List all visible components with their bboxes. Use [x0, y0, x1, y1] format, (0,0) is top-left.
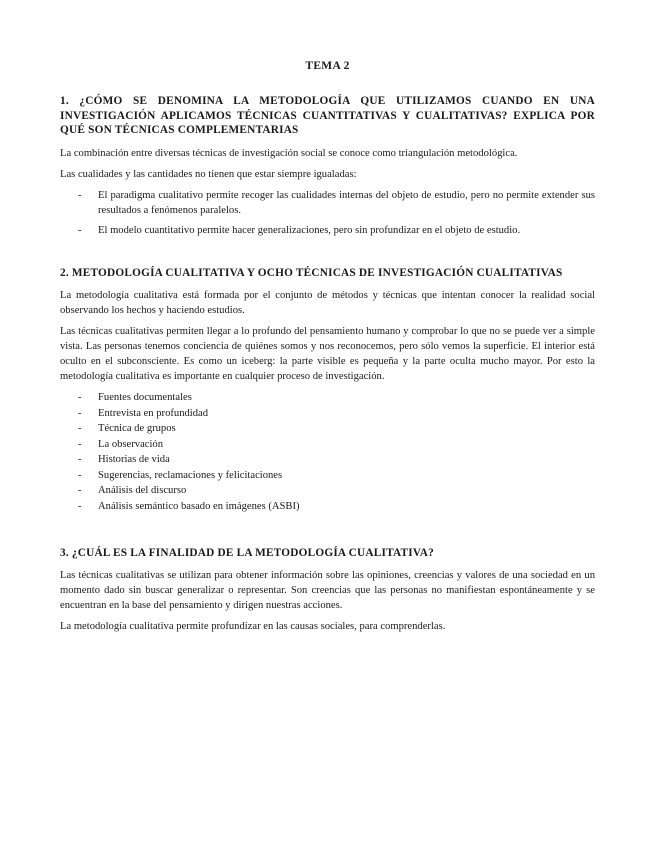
list-item [60, 390, 595, 405]
document-title: TEMA 2 [305, 60, 350, 72]
section-1-list [60, 188, 595, 238]
section-2-heading: 2. METODOLOGÍA CUALITATIVA Y OCHO TÉCNICAS DE INVESTIGACIÓN CUALITATIVAS [60, 266, 563, 279]
section-3-paragraph-1: Las técnicas cualitativas se utilizan para obtener información sobre las opiniones, creencias y valores de una sociedad en un momento dado sin buscar generalizar o representar. Son creencias que las personas no manifiestan espontáneamente y se encuentran en la base del pensamiento y dirigen nuestras acciones. [60, 570, 595, 611]
section-1-paragraph-1: La combinación entre diversas técnicas de investigación social se conoce como triangulación metodológica. [60, 147, 518, 159]
list-item-text: Técnica de grupos [98, 423, 176, 434]
list-item [60, 421, 595, 436]
section-1-heading: 1. ¿CÓMO SE DENOMINA LA METODOLOGÍA QUE UTILIZAMOS CUANDO EN UNA INVESTIGACIÓN APLICAMOS TÉCNICAS CUANTITATIVAS Y CUALITATIVAS? EXPLICA POR QUÉ SON TÉCNICAS COMPLEMENTARIAS [60, 95, 595, 136]
list-item-text: Historias de vida [98, 454, 170, 465]
list-item-text: El modelo cuantitativo permite hacer generalizaciones, pero sin profundizar en el objeto de estudio. [98, 224, 521, 236]
list-item [60, 468, 595, 483]
list-item [60, 223, 595, 238]
list-item [60, 483, 595, 498]
list-item-text: El paradigma cualitativo permite recoger las cualidades internas del objeto de estudio, pero no permite extender sus resultados a fenómenos paralelos. [98, 189, 595, 216]
dash-bullet-icon: - [78, 500, 82, 512]
list-item-text: Análisis semántico basado en imágenes (ASBI) [98, 500, 300, 512]
section-2-paragraph-1: La metodología cualitativa está formada por el conjunto de métodos y técnicas que intentan conocer la realidad social observando los hechos y haciendo estudios. [60, 290, 595, 316]
section-3-heading: 3. ¿CUÁL ES LA FINALIDAD DE LA METODOLOGÍA CUALITATIVA? [60, 546, 434, 559]
dash-bullet-icon: - [78, 407, 82, 419]
dash-bullet-icon: - [78, 189, 82, 201]
list-item [60, 188, 595, 218]
section-2-paragraph-2: Las técnicas cualitativas permiten llegar a lo profundo del pensamiento humano y comprobar lo que no se puede ver a simple vista. Las personas tenemos conciencia de quiénes somos y nos reconocemos, pero sólo vemos la superficie. El interior está oculto en el subconsciente. Es como un iceberg: la parte visible es pequeña y la parte oculta mucho mayor. Por esto la metodología cualitativa es importante en cualquier proceso de investigación. [60, 326, 595, 382]
list-item-text: Entrevista en profundidad [98, 407, 209, 419]
list-item-text: Análisis del discurso [98, 485, 187, 496]
dash-bullet-icon: - [78, 469, 82, 481]
list-item [60, 406, 595, 421]
dash-bullet-icon: - [78, 392, 82, 403]
dash-bullet-icon: - [78, 454, 82, 465]
dash-bullet-icon: - [78, 485, 82, 496]
list-item-text: La observación [98, 438, 164, 450]
section-2-list [60, 390, 595, 514]
list-item-text: Fuentes documentales [98, 392, 192, 403]
section-1-paragraph-2: Las cualidades y las cantidades no tienen que estar siempre igualadas: [60, 168, 357, 180]
dash-bullet-icon: - [78, 423, 82, 434]
document-page [60, 60, 595, 640]
dash-bullet-icon: - [78, 438, 82, 450]
list-item [60, 437, 595, 452]
list-item-text: Sugerencias, reclamaciones y felicitaciones [98, 469, 283, 481]
section-3-paragraph-2: La metodología cualitativa permite profundizar en las causas sociales, para comprenderlas. [60, 621, 446, 632]
list-item [60, 499, 595, 514]
list-item [60, 452, 595, 467]
dash-bullet-icon: - [78, 224, 82, 236]
